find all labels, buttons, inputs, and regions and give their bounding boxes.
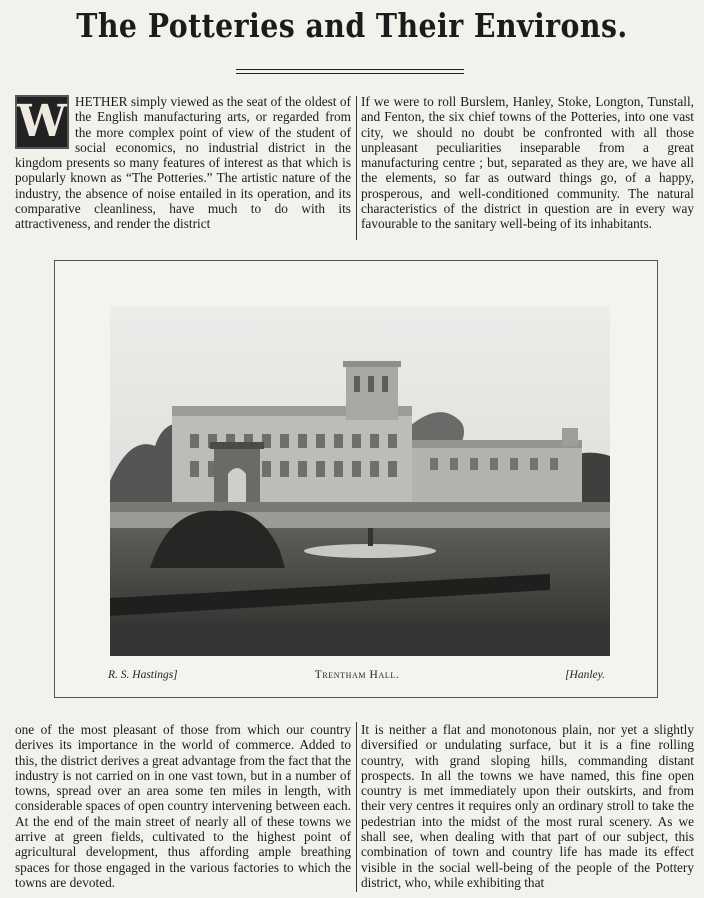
- paragraph-top-right: If we were to roll Burslem, Hanley, Stoke, Longton, Tunstall, and Fenton, the six chief towns of the Potteries, into one vast city, we should no doubt be confronted with all those unpleasant peculiarities inseparable from a great manufacturing centre ; but, separated as they are, we have all the elements, so far as outward things go, of a happy, prosperous, and well-conditioned community. The natural characteristics of the district in question are in every way favourable to the sanitary well-being of its inhabitants.: [361, 94, 694, 232]
- photo-caption: Trentham Hall.: [314, 669, 400, 681]
- photo-plate: [54, 260, 658, 698]
- title-rule-bottom: [236, 73, 464, 74]
- column-top-left: [15, 94, 351, 232]
- drop-cap: W: [15, 95, 69, 149]
- title-rule-top: [236, 69, 464, 70]
- paragraph-bottom-right: It is neither a flat and monotonous plain, nor yet a slightly diversified or undulating surface, but it is a fine rolling country, with grand sloping hills, commanding distant prospects. In all the towns we have named, this fine open country is met immediately upon their outskirts, and from their very centres it requires only an ordinary stroll to take the pedestrian into the midst of the most rural scenery. As we shall see, when dealing with that part of our subject, this combination of town and country life has made its effect visible in the social well-being of the people of the Pottery district, who, while exhibiting that: [361, 722, 694, 890]
- paragraph-bottom-left: one of the most pleasant of those from which our country derives its importance in the world of commerce. Added to this, the district derives a great advantage from the fact that the industry is not carried on in one vast town, but in a number of towns, spread over an area some ten miles in length, with considerable spaces of open country intervening between each. At the end of the main street of nearly all of these towns we arrive at green fields, cultivated to the highest point of agricultural development, thus affording ample breathing spaces for those engaged in the various factories to which the towns are devoted.: [15, 722, 351, 890]
- column-divider-bottom: [356, 722, 357, 892]
- column-divider-top: [356, 96, 357, 240]
- column-bottom-left: [15, 722, 351, 890]
- page-title: The Potteries and Their Environs.: [76, 6, 628, 45]
- photo-credit-right: [Hanley.: [565, 669, 605, 681]
- trentham-hall-photograph: [110, 306, 610, 656]
- paragraph-top-left: HETHER simply viewed as the seat of the oldest of the English manufacturing arts, or regarded from the more complex point of view of the student of social economics, no industrial district in the kingdom presents so many features of interest as that which is popularly known as “The Potteries.” The artistic nature of the industry, the absence of noise entailed in its operation, and its comparative cleanliness, have much to do with its attractiveness, and render the district: [15, 94, 351, 232]
- column-top-right: [361, 94, 694, 232]
- column-bottom-right: [361, 722, 694, 890]
- photo-credit-left: R. S. Hastings]: [108, 669, 178, 681]
